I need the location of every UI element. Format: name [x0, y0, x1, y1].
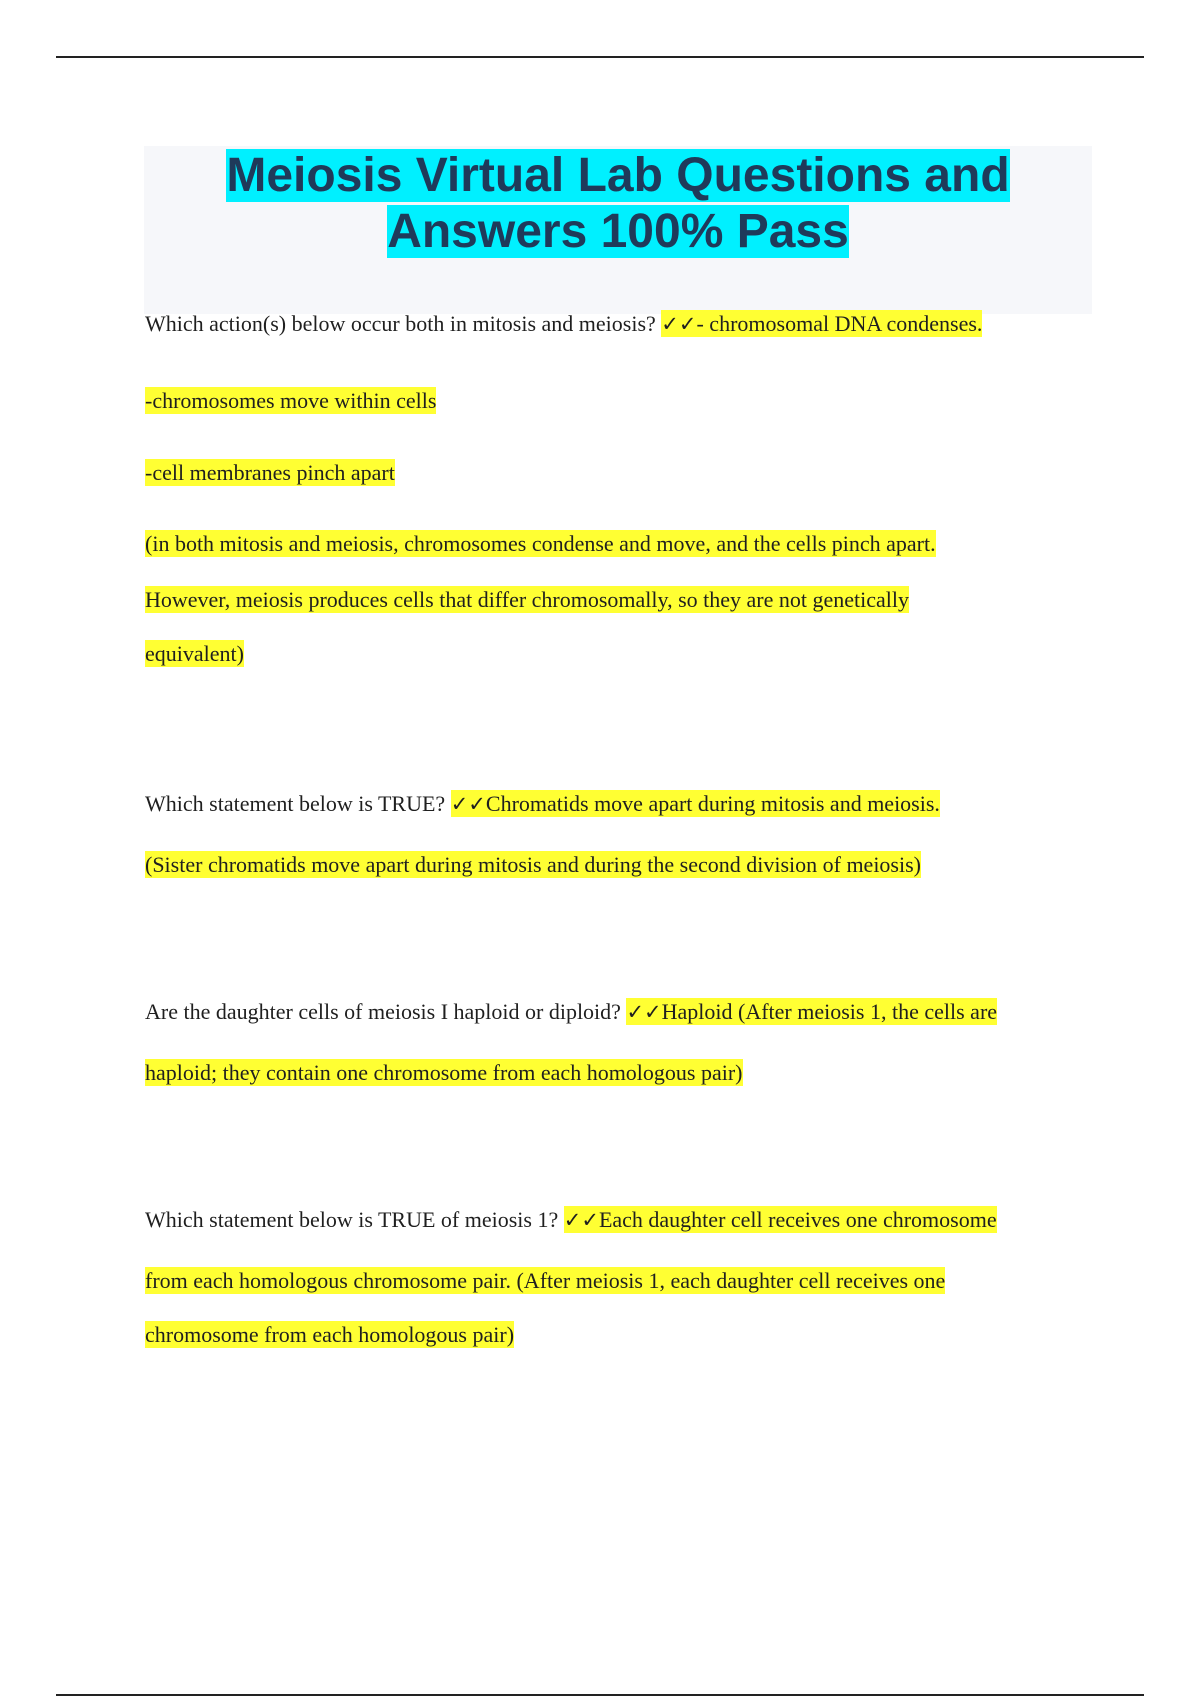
- answer-highlight: [661, 310, 982, 337]
- qa-1-line-3: [145, 459, 395, 487]
- bottom-rule: [56, 1694, 1144, 1696]
- title-banner: [144, 146, 1092, 314]
- qa-4-line-2: [145, 1267, 945, 1295]
- qa-1-line-1: [145, 310, 982, 338]
- question-text: Which statement below is TRUE?: [145, 791, 451, 816]
- answer-text: Chromatids move apart during mitosis and meiosis.: [485, 791, 940, 816]
- answer-text: However, meiosis produces cells that differ chromosomally, so they are not genetically: [145, 587, 910, 612]
- answer-text: (Sister chromatids move apart during mitosis and during the second division of meiosis): [145, 852, 921, 877]
- checkmark-icon: ✓✓: [626, 1000, 662, 1024]
- qa-3-line-1: [145, 998, 997, 1026]
- answer-text: -chromosomes move within cells: [145, 388, 437, 413]
- answer-highlight: [564, 1206, 997, 1233]
- checkmark-icon: ✓✓: [563, 1208, 599, 1232]
- answer-text: equivalent): [145, 641, 244, 666]
- answer-text: chromosome from each homologous pair): [145, 1322, 515, 1347]
- answer-highlight: [451, 790, 940, 817]
- answer-text: Each daughter cell receives one chromosome: [598, 1207, 997, 1232]
- answer-text: (in both mitosis and meiosis, chromosomes condense and move, and the cells pinch apart.: [145, 531, 936, 556]
- qa-1-line-2: [145, 387, 436, 415]
- answer-text: Haploid (After meiosis 1, the cells are: [661, 999, 998, 1024]
- qa-4-line-3: [145, 1321, 514, 1349]
- checkmark-icon: ✓✓: [450, 792, 486, 816]
- answer-highlight: [626, 998, 997, 1025]
- checkmark-icon: ✓✓: [661, 312, 697, 336]
- qa-1-line-6: [145, 640, 244, 668]
- qa-1-line-5: [145, 586, 909, 614]
- answer-text: -cell membranes pinch apart: [145, 460, 395, 485]
- question-text: Are the daughter cells of meiosis I haploid or diploid?: [145, 999, 627, 1024]
- document-title-line-2: Answers 100% Pass: [387, 205, 849, 258]
- answer-text: from each homologous chromosome pair. (After meiosis 1, each daughter cell receives one: [145, 1268, 946, 1293]
- question-text: Which statement below is TRUE of meiosis 1?: [145, 1207, 564, 1232]
- document-title-line-1: Meiosis Virtual Lab Questions and: [226, 149, 1010, 202]
- qa-1-line-4: [145, 530, 936, 558]
- answer-text: haploid; they contain one chromosome from each homologous pair): [145, 1060, 743, 1085]
- qa-3-line-2: [145, 1059, 743, 1087]
- top-rule: [56, 56, 1144, 58]
- qa-2-line-2: [145, 851, 921, 879]
- qa-2-line-1: [145, 790, 940, 818]
- qa-4-line-1: [145, 1206, 997, 1234]
- answer-text: - chromosomal DNA condenses.: [696, 311, 983, 336]
- question-text: Which action(s) below occur both in mitosis and meiosis?: [145, 311, 662, 336]
